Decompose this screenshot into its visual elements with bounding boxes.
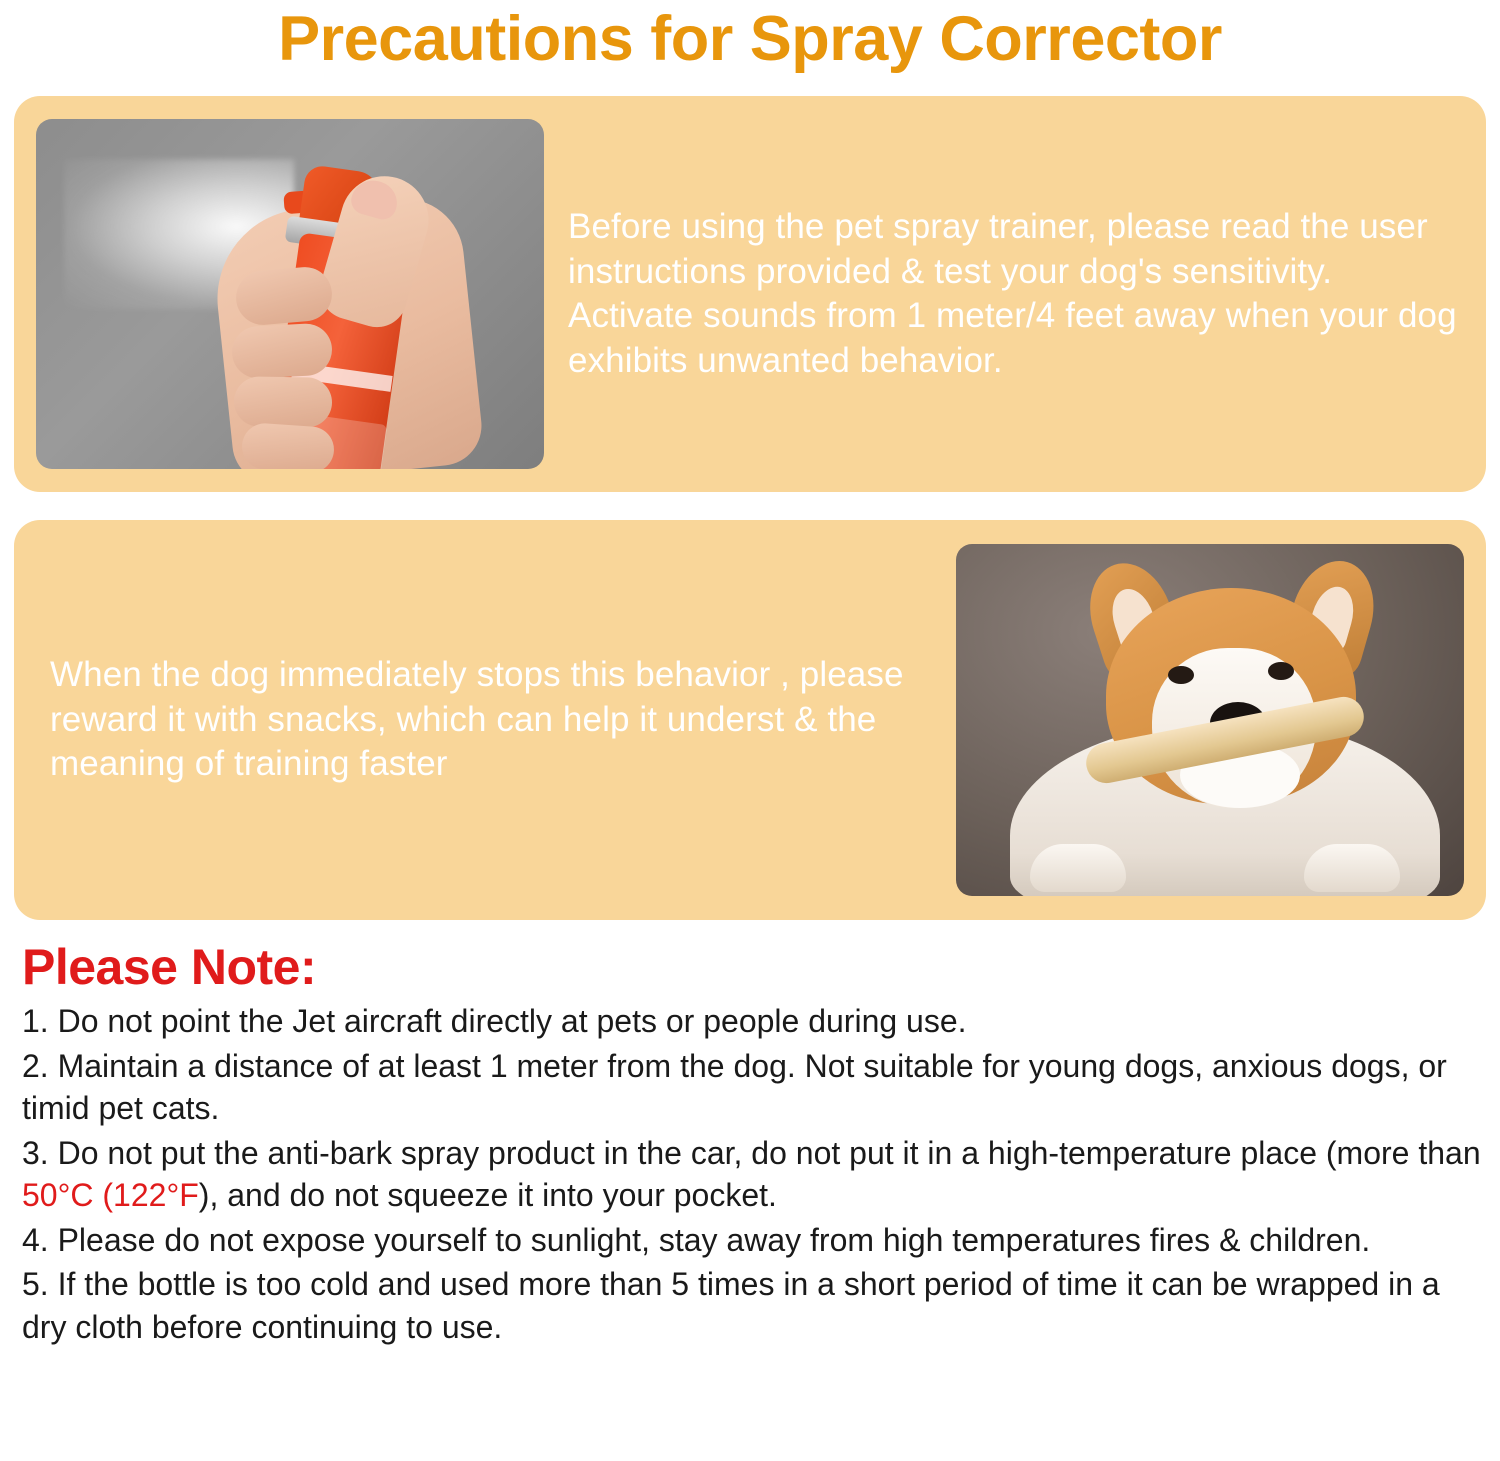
dog-paw-right <box>1304 844 1400 892</box>
precaution-1-line-1: Before using the pet spray trainer, please read the user instructions provided & test your dog's sensitivity. <box>568 207 1428 291</box>
note-item-3-text-post: ), and do not squeeze it into your pocket. <box>198 1177 777 1214</box>
precaution-panel-1 <box>14 96 1486 492</box>
note-item-3 <box>22 1132 1482 1217</box>
dog-paw-left <box>1030 844 1126 892</box>
please-note-section <box>14 938 1486 1348</box>
precaution-panel-2 <box>14 520 1486 920</box>
note-item-3-temperature: 50°C (122°F <box>22 1177 199 1214</box>
precaution-1-text <box>568 205 1464 383</box>
note-item-5-text: 5. If the bottle is too cold and used more than 5 times in a short period of time it can be wrapped in a dry cloth before continuing to use. <box>22 1266 1440 1345</box>
spray-can-in-hand-photo <box>36 119 544 469</box>
note-item-4-text: 4. Please do not expose yourself to sunlight, stay away from high temperatures fires & children. <box>22 1221 1371 1258</box>
note-list <box>14 1000 1486 1348</box>
finger-2 <box>231 323 334 380</box>
finger-3 <box>234 376 333 428</box>
precaution-2-line-1: When the dog immediately stops this behavior , please reward it with snacks, which can help it underst & the meaning of training faster <box>50 655 904 784</box>
note-item-1 <box>22 1000 1482 1043</box>
note-item-4 <box>22 1219 1482 1262</box>
note-item-2-text: 2. Maintain a distance of at least 1 meter from the dog. Not suitable for young dogs, anxious dogs, or timid pet cats. <box>22 1047 1447 1127</box>
note-heading: Please Note: <box>22 939 317 996</box>
page-title: Precautions for Spray Corrector <box>278 4 1222 74</box>
finger-4 <box>241 422 336 469</box>
note-item-2 <box>22 1045 1482 1130</box>
note-item-1-text: 1. Do not point the Jet aircraft directly at pets or people during use. <box>22 1003 967 1040</box>
precaution-2-text <box>36 653 932 786</box>
note-item-5 <box>22 1263 1482 1348</box>
precaution-1-line-2: Activate sounds from 1 meter/4 feet away when your dog exhibits unwanted behavior. <box>568 296 1457 380</box>
note-item-3-text-pre: 3. Do not put the anti-bark spray product in the car, do not put it in a high-temperature place (more than <box>22 1134 1481 1171</box>
corgi-with-chew-photo <box>956 544 1464 896</box>
